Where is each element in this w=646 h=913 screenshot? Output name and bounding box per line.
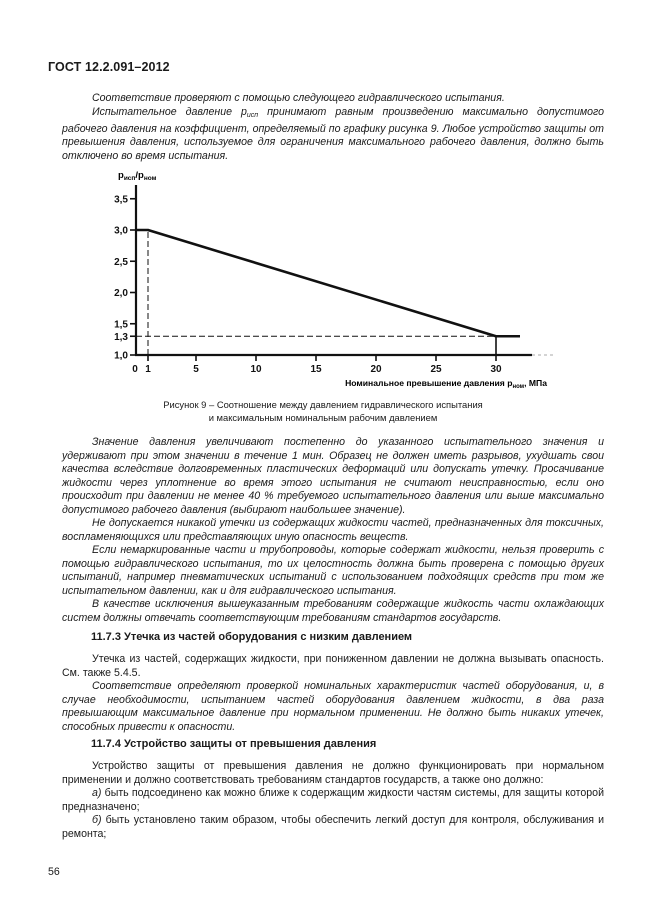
y-axis-label: $p_{исп}/p_{ном}$ [118,170,157,182]
body-paragraph-unmarked: Если немаркированные части и трубопроводы, которые содержат жидкости, нельзя проверить с помощью гидравлического испытания, то их целостность должна быть проверена с помощью других испытаний, например пневматических испытаний с использованием подходящих средств при том же испытательном давлении, как и для гидравлического испытания. [62,544,604,597]
list-item-b [62,814,604,841]
figure-caption-line-2: и максимальным номинальным рабочим давлением [208,411,438,423]
y-tick-label: 3,0 [114,225,128,237]
list-item-a [62,787,604,814]
body-paragraph-toxic: Не допускается никакой утечки из содержащих жидкости частей, предназначенных для токсичных, воспламеняющихся или представляющих иную опасность веществ. [62,517,604,543]
y-tick-label: 3,5 [114,194,128,206]
y-tick-label: 1,3 [114,331,128,343]
intro-p2-sub: исп [246,112,259,119]
x-tick-label: 20 [370,364,382,375]
list-item-b-text: быть установлено таким образом, чтобы обеспечить легкий доступ для контроля, обслуживания и ремонта; [62,814,604,840]
x-tick-label: 0 [132,364,138,375]
document-header: ГОСТ 12.2.091–2012 [48,60,170,74]
x-tick-label: 25 [430,364,442,375]
x-tick-label: 15 [310,364,322,375]
y-tick-label: 2,0 [114,288,128,299]
section-11-7-3-paragraph-1: Утечка из частей, содержащих жидкости, при пониженном давлении не должна вызывать опасность. См. также 5.4.5. [62,653,604,679]
x-tick-label: 30 [490,364,502,375]
list-item-a-text: быть подсоединено как можно ближе к содержащим жидкости частям системы, для защиты которой предназначено; [62,787,604,813]
section-11-7-3-paragraph-2: Соответствие определяют проверкой номинальных характеристик частей оборудования, и, в случае необходимости, испытанием частей оборудования давлением жидкости, в два раза превышающим максимальное давление при нормальном применении. Не должно быть никаких утечек, способных привести к опасности. [62,680,604,733]
intro-p2-rest: принимают равным произведению максимально допустимого рабочего давления на коэффициент, определяемый по графику рисунка 9. Любое устройство защиты от превышения давления, используемое для ограничения максимального рабочего давления, должно быть отключено во время испытания. [62,106,604,162]
section-11-7-3-heading: 11.7.3 Утечка из частей оборудования с низким давлением [91,631,413,643]
intro-p2-start: Испытательное давление p [92,106,247,118]
series-line [136,230,520,336]
y-tick-label: 1,5 [114,319,128,331]
body-paragraph-pressure: Значение давления увеличивают постепенно до указанного испытательного значения и удерживают при этом значении в течение 1 мин. Образец не должен иметь разрывов, ухудшать свои качества вследствие долговременных пластических деформаций или допускать утечку. Просачивание жидкости через уплотнение во время этого испытания не считают неисправностью, если оно происходит при давлении не менее 40 % требуемого испытательного давления или выше максимально допустимого рабочего давления (выбирают наибольшее значение). [62,436,604,516]
list-item-a-label: а) [92,787,102,799]
x-axis-label: Номинальное превышение давления $p_{ном}$, МПа [345,378,547,390]
page-number: 56 [48,866,60,878]
figure-9-chart [0,0,646,400]
y-tick-label: 2,5 [114,256,128,268]
body-paragraph-exception: В качестве исключения вышеуказанным требованиям содержащие жидкость части охлаждающих систем должны отвечать соответствующим требованиям стандартов государств. [62,598,604,624]
x-tick-label: 1 [145,364,151,375]
intro-paragraph-1: Соответствие проверяют с помощью следующего гидравлического испытания. [92,92,505,104]
list-item-b-label: б) [92,814,102,826]
x-tick-label: 5 [193,364,199,375]
figure-caption [0,399,646,424]
section-11-7-4-heading: 11.7.4 Устройство защиты от превышения давления [91,738,377,750]
x-tick-label: 10 [250,364,262,375]
section-11-7-4-paragraph-1: Устройство защиты от превышения давления не должно функционировать при нормальном применении и должно соответствовать требованиям стандартов государств, а также оно должно: [62,760,604,786]
y-tick-label: 1,0 [114,350,128,362]
figure-caption-line-1: Рисунок 9 – Соотношение между давлением гидравлического испытания [163,399,483,410]
